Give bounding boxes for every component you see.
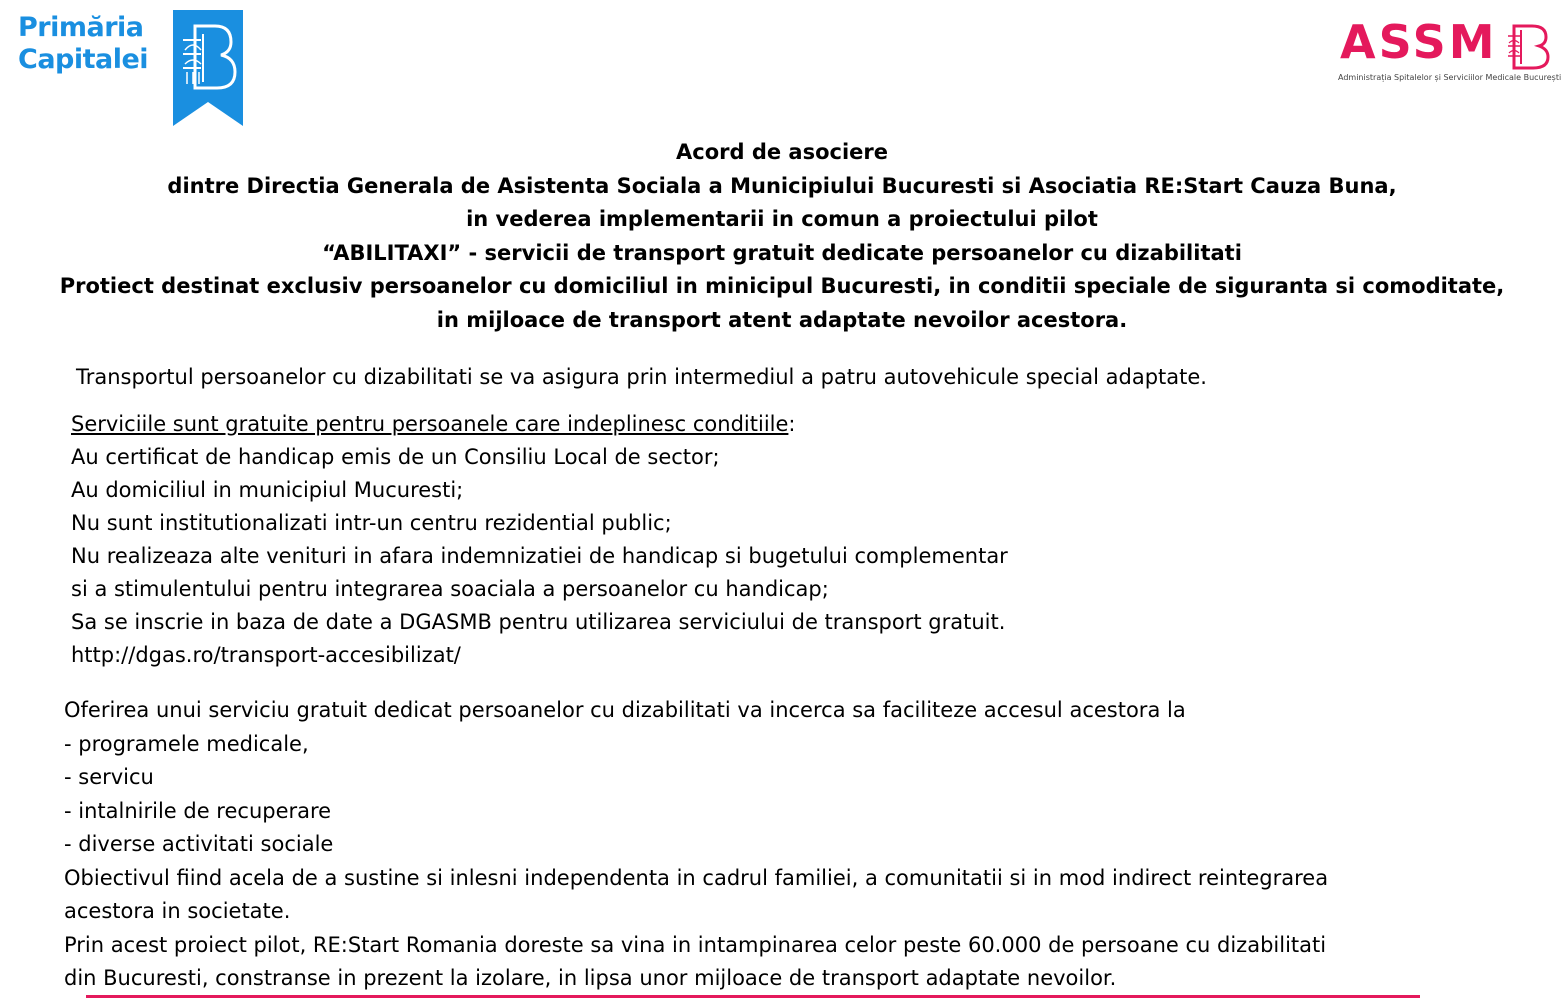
purpose-line: - intalnirile de recuperare bbox=[64, 798, 332, 823]
assmb-logo bbox=[1334, 14, 1564, 94]
purpose-line: Obiectivul fiind acela de a sustine si inlesni independenta in cadrul familiei, a comunitatii si in mod indirect reintegrarea bbox=[64, 865, 1329, 890]
assmb-subtitle: Administrația Spitalelor și Serviciilor Medicale București bbox=[1338, 73, 1562, 82]
intro-paragraph: Transportul persoanelor cu dizabilitati se va asigura prin intermediul a patru autovehicule special adaptate. bbox=[76, 365, 1207, 389]
condition-item: Au domiciliul in municipiul Mucuresti; bbox=[71, 478, 464, 502]
purpose-line: - programele medicale, bbox=[64, 731, 309, 756]
condition-item: Nu sunt institutionalizati intr-un centru rezidential public; bbox=[71, 511, 672, 535]
purpose-line: - servicu bbox=[64, 765, 154, 789]
condition-url: http://dgas.ro/transport-accesibilizat/ bbox=[71, 643, 461, 667]
heading-line: in mijloace de transport atent adaptate nevoilor acestora. bbox=[436, 307, 1128, 332]
heading-line: dintre Directia Generala de Asistenta Sociala a Municipiului Bucuresti si Asociatia RE:Start Cauza Buna, bbox=[167, 173, 1397, 198]
conditions-lead-line bbox=[71, 408, 1008, 441]
assmb-b-mark-icon bbox=[1506, 22, 1550, 70]
purpose-line: din Bucuresti, constranse in prezent la izolare, in lipsa unor mijloace de transport adaptate nevoilor. bbox=[64, 966, 1117, 990]
purpose-line: acestora in societate. bbox=[64, 899, 291, 923]
condition-item: Au certificat de handicap emis de un Consiliu Local de sector; bbox=[71, 445, 720, 469]
heading-line: Protiect destinat exclusiv persoanelor cu domiciliul in minicipul Bucuresti, in conditii speciale de siguranta si comoditate, bbox=[59, 274, 1505, 298]
bucharest-b-ribbon-icon bbox=[173, 10, 243, 126]
primaria-capitalei-logo bbox=[18, 10, 248, 128]
conditions-lead: Serviciile sunt gratuite pentru persoanele care indeplinesc conditiile bbox=[71, 412, 789, 436]
condition-item: si a stimulentului pentru integrarea soaciala a persoanelor cu handicap; bbox=[71, 577, 829, 601]
conditions-block bbox=[71, 408, 1008, 672]
bottom-divider bbox=[86, 995, 1420, 998]
condition-item: Sa se inscrie in baza de date a DGASMB pentru utilizarea serviciului de transport gratuit. bbox=[71, 610, 1006, 634]
logo-left-line1: Primăria bbox=[18, 12, 144, 43]
purpose-line: - diverse activitati sociale bbox=[64, 832, 334, 856]
logo-left-text bbox=[18, 12, 148, 76]
heading-title: Acord de asociere bbox=[676, 140, 888, 164]
condition-item: Nu realizeaza alte venituri in afara indemnizatiei de handicap si bugetului complementar bbox=[71, 544, 1008, 568]
purpose-block bbox=[64, 694, 1328, 996]
assmb-brand-text: ASSM bbox=[1340, 15, 1498, 69]
logo-left-line2: Capitalei bbox=[18, 44, 149, 75]
purpose-line: Prin acest proiect pilot, RE:Start Romania doreste sa vina in intampinarea celor peste 60.000 de persoane cu dizabilitati bbox=[64, 932, 1327, 957]
conditions-lead-suffix: : bbox=[788, 412, 796, 436]
heading-line: in vederea implementarii in comun a proiectului pilot bbox=[466, 207, 1098, 231]
heading-line: “ABILITAXI” - servicii de transport gratuit dedicate persoanelor cu dizabilitati bbox=[322, 240, 1242, 265]
purpose-line: Oferirea unui serviciu gratuit dedicat persoanelor cu dizabilitati va incerca sa faciliteze accesul acestora la bbox=[64, 698, 1186, 722]
document-heading bbox=[0, 136, 1564, 337]
